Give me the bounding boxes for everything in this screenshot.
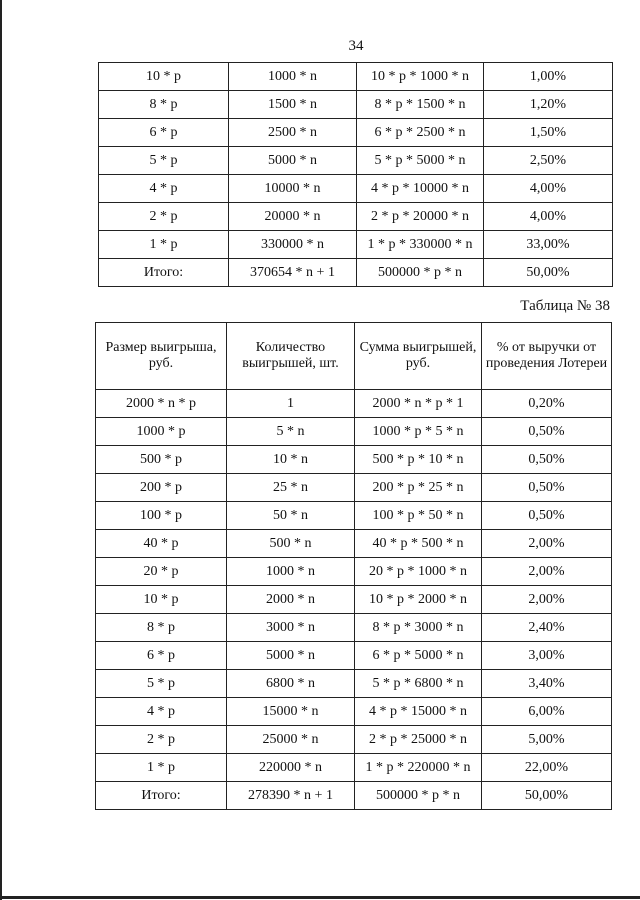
- revenue-percent-cell: 2,00%: [482, 558, 612, 586]
- revenue-percent-cell: 0,50%: [482, 418, 612, 446]
- prize-size-cell: 8 * p: [99, 91, 229, 119]
- prize-size-cell: 20 * p: [96, 558, 227, 586]
- table-row: [96, 390, 612, 418]
- prize-size-cell: 5 * p: [96, 670, 227, 698]
- prize-table-38: [95, 322, 612, 810]
- revenue-percent-cell: 4,00%: [484, 175, 613, 203]
- prize-count-cell: 10 * n: [227, 446, 355, 474]
- table-row: [96, 698, 612, 726]
- revenue-percent-cell: 3,40%: [482, 670, 612, 698]
- prize-count-cell: 220000 * n: [227, 754, 355, 782]
- prize-sum-cell: 20 * p * 1000 * n: [355, 558, 482, 586]
- prize-sum-cell: 10 * p * 1000 * n: [357, 63, 484, 91]
- revenue-percent-cell: 33,00%: [484, 231, 613, 259]
- prize-count-cell: 5000 * n: [229, 147, 357, 175]
- prize-sum-cell: 40 * p * 500 * n: [355, 530, 482, 558]
- header-prize-sum: Сумма выигрышей, руб.: [355, 323, 482, 390]
- prize-size-cell: 10 * p: [99, 63, 229, 91]
- revenue-percent-cell: 0,50%: [482, 502, 612, 530]
- prize-size-cell: 1 * p: [96, 754, 227, 782]
- prize-count-cell: 278390 * n + 1: [227, 782, 355, 810]
- prize-sum-cell: 6 * p * 2500 * n: [357, 119, 484, 147]
- revenue-percent-cell: 0,20%: [482, 390, 612, 418]
- table-row: [96, 446, 612, 474]
- prize-count-cell: 25 * n: [227, 474, 355, 502]
- header-prize-count: Количество выигрышей, шт.: [227, 323, 355, 390]
- table-row: [96, 474, 612, 502]
- revenue-percent-cell: 2,40%: [482, 614, 612, 642]
- table-row: [96, 530, 612, 558]
- prize-count-cell: 1: [227, 390, 355, 418]
- table-row: [99, 259, 613, 287]
- revenue-percent-cell: 3,00%: [482, 642, 612, 670]
- prize-sum-cell: 500000 * p * n: [355, 782, 482, 810]
- prize-size-cell: 40 * p: [96, 530, 227, 558]
- table-caption: Таблица № 38: [520, 298, 610, 314]
- prize-count-cell: 5000 * n: [227, 642, 355, 670]
- prize-size-cell: Итого:: [99, 259, 229, 287]
- prize-size-cell: 1 * p: [99, 231, 229, 259]
- prize-sum-cell: 6 * p * 5000 * n: [355, 642, 482, 670]
- revenue-percent-cell: 1,00%: [484, 63, 613, 91]
- prize-count-cell: 15000 * n: [227, 698, 355, 726]
- table-row: [96, 418, 612, 446]
- table-row: [96, 670, 612, 698]
- table-row: [99, 175, 613, 203]
- page-number: 34: [348, 38, 364, 54]
- prize-sum-cell: 2000 * n * p * 1: [355, 390, 482, 418]
- scan-edge-left: [0, 0, 2, 900]
- prize-size-cell: Итого:: [96, 782, 227, 810]
- prize-sum-cell: 500 * p * 10 * n: [355, 446, 482, 474]
- table-row: [96, 754, 612, 782]
- table-row: [99, 203, 613, 231]
- prize-sum-cell: 4 * p * 15000 * n: [355, 698, 482, 726]
- table-row: [96, 782, 612, 810]
- table-row: [99, 147, 613, 175]
- table-row: [96, 502, 612, 530]
- prize-sum-cell: 8 * p * 3000 * n: [355, 614, 482, 642]
- prize-size-cell: 100 * p: [96, 502, 227, 530]
- revenue-percent-cell: 0,50%: [482, 446, 612, 474]
- prize-size-cell: 2 * p: [96, 726, 227, 754]
- revenue-percent-cell: 2,50%: [484, 147, 613, 175]
- prize-sum-cell: 8 * p * 1500 * n: [357, 91, 484, 119]
- prize-sum-cell: 2 * p * 25000 * n: [355, 726, 482, 754]
- revenue-percent-cell: 50,00%: [482, 782, 612, 810]
- revenue-percent-cell: 2,00%: [482, 530, 612, 558]
- prize-count-cell: 50 * n: [227, 502, 355, 530]
- prize-size-cell: 4 * p: [99, 175, 229, 203]
- prize-sum-cell: 1 * p * 330000 * n: [357, 231, 484, 259]
- prize-size-cell: 2000 * n * p: [96, 390, 227, 418]
- scan-edge-bottom: [0, 896, 640, 899]
- table-row: [96, 642, 612, 670]
- prize-sum-cell: 10 * p * 2000 * n: [355, 586, 482, 614]
- prize-size-cell: 1000 * p: [96, 418, 227, 446]
- prize-count-cell: 20000 * n: [229, 203, 357, 231]
- table-row: [99, 63, 613, 91]
- prize-count-cell: 5 * n: [227, 418, 355, 446]
- prize-table-continued-body: [99, 63, 613, 287]
- prize-table-continued: [98, 62, 613, 287]
- prize-size-cell: 8 * p: [96, 614, 227, 642]
- revenue-percent-cell: 6,00%: [482, 698, 612, 726]
- prize-sum-cell: 100 * p * 50 * n: [355, 502, 482, 530]
- prize-size-cell: 6 * p: [96, 642, 227, 670]
- prize-count-cell: 2500 * n: [229, 119, 357, 147]
- revenue-percent-cell: 5,00%: [482, 726, 612, 754]
- prize-sum-cell: 4 * p * 10000 * n: [357, 175, 484, 203]
- revenue-percent-cell: 22,00%: [482, 754, 612, 782]
- revenue-percent-cell: 2,00%: [482, 586, 612, 614]
- header-revenue-percent: % от выручки от проведения Лотереи: [482, 323, 612, 390]
- table-row: [99, 119, 613, 147]
- prize-count-cell: 1000 * n: [227, 558, 355, 586]
- prize-size-cell: 4 * p: [96, 698, 227, 726]
- prize-sum-cell: 1 * p * 220000 * n: [355, 754, 482, 782]
- prize-size-cell: 2 * p: [99, 203, 229, 231]
- prize-count-cell: 1000 * n: [229, 63, 357, 91]
- table-row: [96, 558, 612, 586]
- prize-table-38-body: [96, 390, 612, 810]
- revenue-percent-cell: 50,00%: [484, 259, 613, 287]
- revenue-percent-cell: 4,00%: [484, 203, 613, 231]
- table-row: [96, 586, 612, 614]
- prize-count-cell: 330000 * n: [229, 231, 357, 259]
- prize-count-cell: 1500 * n: [229, 91, 357, 119]
- prize-sum-cell: 5 * p * 5000 * n: [357, 147, 484, 175]
- prize-size-cell: 10 * p: [96, 586, 227, 614]
- revenue-percent-cell: 1,50%: [484, 119, 613, 147]
- table-row: [96, 726, 612, 754]
- prize-count-cell: 10000 * n: [229, 175, 357, 203]
- header-prize-size: Размер выигрыша, руб.: [96, 323, 227, 390]
- prize-count-cell: 6800 * n: [227, 670, 355, 698]
- table-header-row: [96, 323, 612, 390]
- prize-count-cell: 3000 * n: [227, 614, 355, 642]
- table-row: [99, 231, 613, 259]
- prize-count-cell: 25000 * n: [227, 726, 355, 754]
- revenue-percent-cell: 1,20%: [484, 91, 613, 119]
- revenue-percent-cell: 0,50%: [482, 474, 612, 502]
- prize-count-cell: 370654 * n + 1: [229, 259, 357, 287]
- prize-sum-cell: 5 * p * 6800 * n: [355, 670, 482, 698]
- prize-sum-cell: 1000 * p * 5 * n: [355, 418, 482, 446]
- prize-sum-cell: 2 * p * 20000 * n: [357, 203, 484, 231]
- prize-size-cell: 5 * p: [99, 147, 229, 175]
- prize-count-cell: 500 * n: [227, 530, 355, 558]
- table-row: [99, 91, 613, 119]
- prize-sum-cell: 500000 * p * n: [357, 259, 484, 287]
- prize-size-cell: 6 * p: [99, 119, 229, 147]
- prize-size-cell: 500 * p: [96, 446, 227, 474]
- table-row: [96, 614, 612, 642]
- prize-sum-cell: 200 * p * 25 * n: [355, 474, 482, 502]
- prize-size-cell: 200 * p: [96, 474, 227, 502]
- prize-count-cell: 2000 * n: [227, 586, 355, 614]
